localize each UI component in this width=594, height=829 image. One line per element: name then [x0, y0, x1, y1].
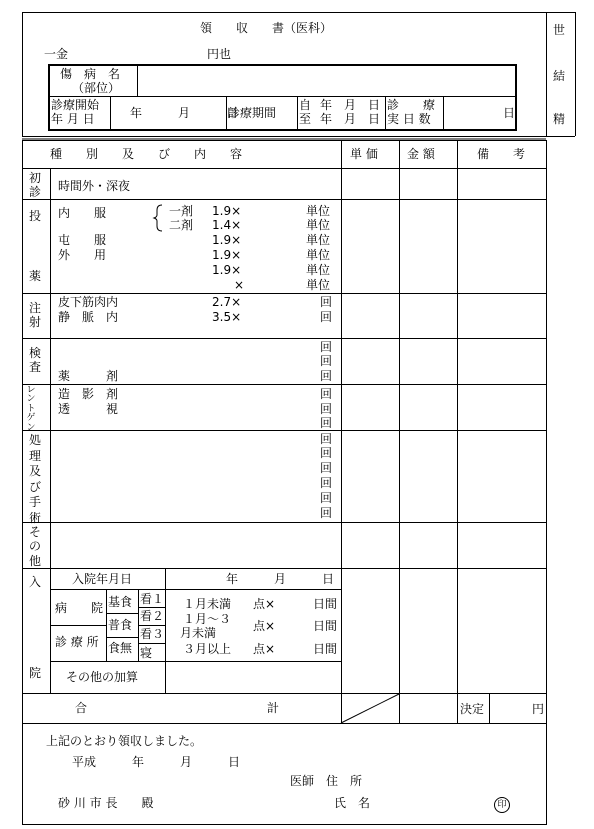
shochi-unit-1: 回	[320, 432, 333, 446]
period-to: 至	[299, 112, 312, 126]
toyaku-unit: 単位	[306, 248, 331, 262]
start-label-2: 年 月 日	[51, 112, 95, 126]
seal-icon: 印	[494, 797, 510, 813]
amount-prefix: 一金	[44, 47, 69, 61]
rentgen-unit-3: 回	[320, 416, 333, 430]
rentgen-item-1: 造 影 剤	[58, 387, 119, 401]
points-3: 点×	[253, 642, 276, 656]
toyaku-val: 1.9×	[212, 248, 242, 262]
rentgen-item-2: 透 視	[58, 402, 119, 416]
toyaku-label-top: 投	[29, 209, 42, 223]
toyaku-name: 外 用	[58, 248, 107, 262]
meal-3: 食無	[108, 641, 133, 655]
kensa-unit-2: 回	[320, 354, 333, 368]
amount-suffix: 円也	[207, 47, 232, 61]
rentgen-unit-2: 回	[320, 402, 333, 416]
clinic-label: 診 療 所	[55, 635, 99, 649]
side-label-2: 結	[553, 69, 566, 83]
days-2: 日間	[313, 619, 338, 633]
chusha-val-2: 3.5×	[212, 310, 242, 324]
admission-date[interactable]: 年 月 日	[226, 572, 335, 586]
days-1: 日間	[313, 597, 338, 611]
side-label-3: 精	[553, 112, 566, 126]
nyuin-label-top: 入	[29, 575, 42, 589]
days-3: 日間	[313, 642, 338, 656]
days-label-1: 診 療	[387, 98, 436, 112]
col-category: 種 別 及 び 内 容	[50, 147, 243, 161]
shochi-unit-3: 回	[320, 461, 333, 475]
total-label: 合 計	[75, 701, 280, 715]
nurse-2: 看２	[140, 609, 165, 623]
kensa-label: 検査	[28, 346, 41, 375]
toyaku-name: 屯 服	[58, 233, 107, 247]
nurse-3: 看３	[140, 627, 165, 641]
start-date-field[interactable]: 年 月 日	[130, 106, 239, 120]
days-label-2: 実 日 数	[387, 112, 431, 126]
period-from: 自	[299, 98, 312, 112]
toyaku-val: ×	[234, 278, 245, 292]
col-remarks: 備 考	[477, 147, 526, 161]
shochi-label: 処理及び手術	[28, 433, 41, 525]
shochi-unit-6: 回	[320, 506, 333, 520]
toyaku-val: 1.9×	[212, 204, 242, 218]
shochi-unit-5: 回	[320, 491, 333, 505]
period-2a: １月～３	[183, 612, 232, 626]
rentgen-label: レントゲン	[26, 385, 36, 433]
other-add: その他の加算	[66, 670, 139, 684]
toyaku-unit: 単位	[306, 278, 331, 292]
period-3: ３月以上	[183, 642, 232, 656]
kensa-unit-3: 回	[320, 369, 333, 383]
points-1: 点×	[253, 597, 276, 611]
chusha-label: 注射	[28, 301, 41, 330]
receipt-title: 領 収 書（医科）	[200, 21, 333, 35]
nyuin-label-bottom: 院	[29, 666, 42, 680]
period-from-date[interactable]: 年 月 日	[320, 98, 381, 112]
doctor-address: 医師 住 所	[290, 774, 363, 788]
kensa-drug: 薬 剤	[58, 369, 119, 383]
era-date[interactable]: 平成 年 月 日	[72, 755, 241, 769]
days-unit: 日	[503, 106, 516, 120]
period-to-date[interactable]: 年 月 日	[320, 112, 381, 126]
chusha-name-2: 静 脈 内	[58, 310, 119, 324]
disease-sub: （部位）	[72, 81, 121, 95]
toyaku-val: 1.9×	[212, 233, 242, 247]
decision-label: 決定	[460, 702, 485, 716]
chusha-unit-2: 回	[320, 310, 333, 324]
toyaku-val: 1.9×	[212, 263, 242, 277]
points-2: 点×	[253, 619, 276, 633]
toyaku-unit: 単位	[306, 263, 331, 277]
toyaku-val: 1.4×	[212, 218, 242, 232]
col-amount: 金 額	[407, 147, 435, 161]
chusha-unit-1: 回	[320, 295, 333, 309]
name-label: 氏 名	[334, 796, 371, 810]
toyaku-unit: 単位	[306, 204, 331, 218]
shochi-unit-2: 回	[320, 446, 333, 460]
rentgen-unit-1: 回	[320, 387, 333, 401]
meal-2: 普食	[108, 618, 133, 632]
period-1: １月未満	[183, 597, 232, 611]
disease-field[interactable]	[139, 67, 514, 95]
chusha-name-1: 皮下筋肉内	[58, 295, 119, 309]
toyaku-label-bottom: 薬	[29, 269, 42, 283]
disease-label: 傷 病 名	[60, 67, 121, 81]
main-table-frame	[23, 141, 547, 724]
sonota-label: その他	[28, 525, 41, 568]
start-label-1: 診療開始	[51, 98, 100, 112]
mayor-label: 砂 川 市 長 殿	[58, 796, 154, 810]
nurse-1: 看１	[140, 592, 165, 606]
yen-label: 円	[532, 702, 545, 716]
toyaku-unit: 単位	[306, 218, 331, 232]
period-2b: 月未満	[180, 626, 217, 640]
nurse-4: 寝	[140, 646, 153, 660]
col-unit-price: 単 価	[350, 147, 378, 161]
shochi-unit-4: 回	[320, 476, 333, 490]
toyaku-sub: 一剤	[169, 204, 194, 218]
side-label-1: 世	[553, 23, 566, 37]
toyaku-name: 内 服	[58, 206, 107, 220]
shoshin-label: 初診	[28, 171, 41, 200]
toyaku-sub: 二剤	[169, 218, 194, 232]
chusha-val-1: 2.7×	[212, 295, 242, 309]
period-label: 診療期間	[228, 106, 277, 120]
shoshin-content: 時間外・深夜	[58, 179, 131, 193]
meal-1: 基食	[108, 595, 133, 609]
hospital-label: 病 院	[55, 601, 104, 615]
toyaku-unit: 単位	[306, 233, 331, 247]
received-text: 上記のとおり領収しました。	[46, 734, 203, 748]
admission-label: 入院年月日	[72, 572, 133, 586]
kensa-unit-1: 回	[320, 340, 333, 354]
